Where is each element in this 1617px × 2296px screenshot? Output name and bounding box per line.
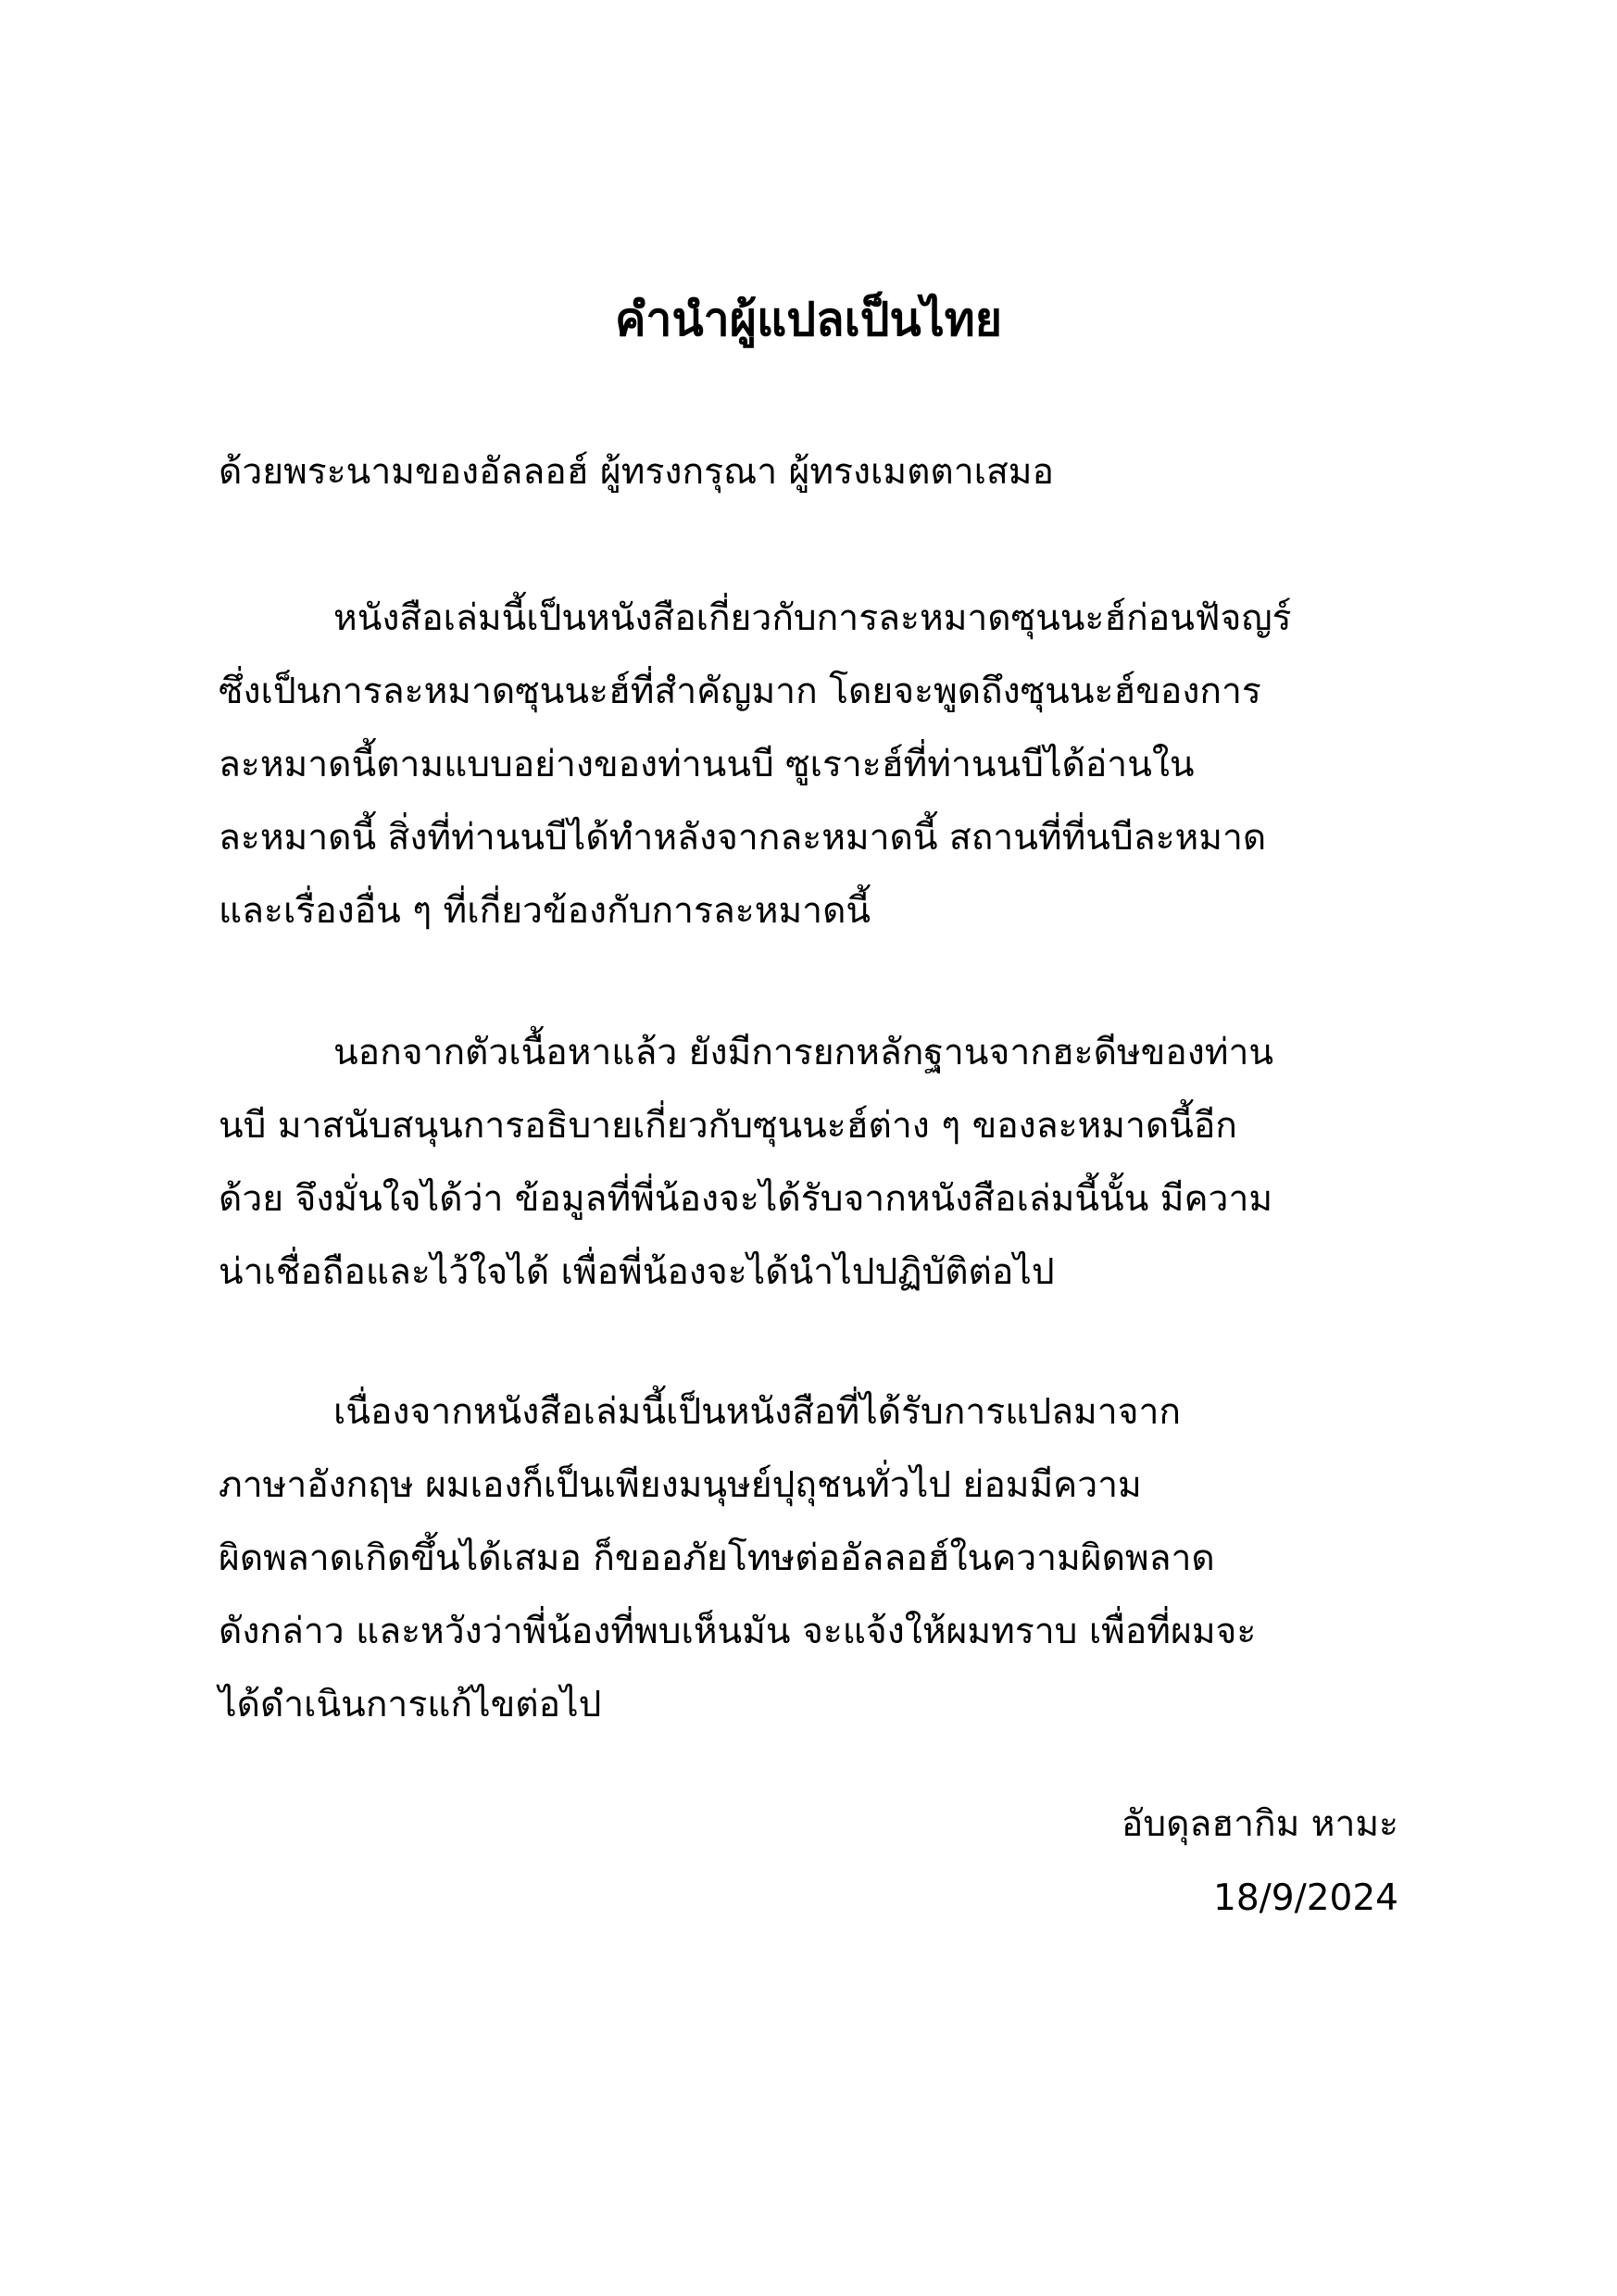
paragraph-line: น่าเชื่อถือและไว้ใจได้ เพื่อพี่น้องจะได้นำไปปฏิบัติต่อไป	[219, 1251, 1055, 1293]
paragraph-line: หนังสือเล่มนี้เป็นหนังสือเกี่ยวกับการละหมาดซุนนะฮ์ก่อนฟัจญร์	[333, 597, 1292, 639]
paragraph-line: ละหมาดนี้ สิ่งที่ท่านนบีได้ทำหลังจากละหมาดนี้ สถานที่ที่นบีละหมาด	[219, 817, 1267, 859]
paragraph-line: นบี มาสนับสนุนการอธิบายเกี่ยวกับซุนนะฮ์ต่าง ๆ ของละหมาดนี้อีก	[219, 1105, 1237, 1147]
opening-invocation: ด้วยพระนามของอัลลอฮ์ ผู้ทรงกรุณา ผู้ทรงเมตตาเสมอ	[219, 451, 1054, 493]
paragraph-line: ได้ดำเนินการแก้ไขต่อไป	[219, 1684, 602, 1725]
signature-name: อับดุลฮากิม หามะ	[1121, 1803, 1398, 1845]
signature-date: 18/9/2024	[1213, 1877, 1398, 1919]
paragraph-line: และเรื่องอื่น ๆ ที่เกี่ยวข้องกับการละหมาดนี้	[219, 890, 871, 932]
paragraph-apology	[219, 1375, 1397, 1741]
paragraph-line: นอกจากตัวเนื้อหาแล้ว ยังมีการยกหลักฐานจากฮะดีษของท่าน	[333, 1032, 1274, 1073]
page-title: คำนำผู้แปลเป็นไทย	[614, 293, 1003, 346]
paragraph-line: ภาษาอังกฤษ ผมเองก็เป็นเพียงมนุษย์ปุถุชนทั่วไป ย่อมมีความ	[219, 1464, 1142, 1506]
paragraph-intro	[219, 582, 1397, 947]
paragraph-line: เนื่องจากหนังสือเล่มนี้เป็นหนังสือที่ได้รับการแปลมาจาก	[333, 1391, 1182, 1433]
paragraph-line: ละหมาดนี้ตามแบบอย่างของท่านนบี ซูเราะฮ์ที่ท่านนบีได้อ่านใน	[219, 744, 1195, 785]
paragraph-line: ผิดพลาดเกิดขึ้นได้เสมอ ก็ขออภัยโทษต่ออัลลอฮ์ในความผิดพลาด	[219, 1537, 1215, 1579]
signature-block	[1122, 1788, 1398, 1936]
paragraph-line: ดังกล่าว และหวังว่าพี่น้องที่พบเห็นมัน จะแจ้งให้ผมทราบ เพื่อที่ผมจะ	[219, 1611, 1257, 1652]
paragraph-evidence	[219, 1016, 1397, 1309]
paragraph-line: ซึ่งเป็นการละหมาดซุนนะฮ์ที่สำคัญมาก โดยจะพูดถึงซุนนะฮ์ของการ	[219, 671, 1261, 712]
paragraph-line: ด้วย จึงมั่นใจได้ว่า ข้อมูลที่พี่น้องจะได้รับจากหนังสือเล่มนี้นั้น มีความ	[219, 1178, 1273, 1220]
